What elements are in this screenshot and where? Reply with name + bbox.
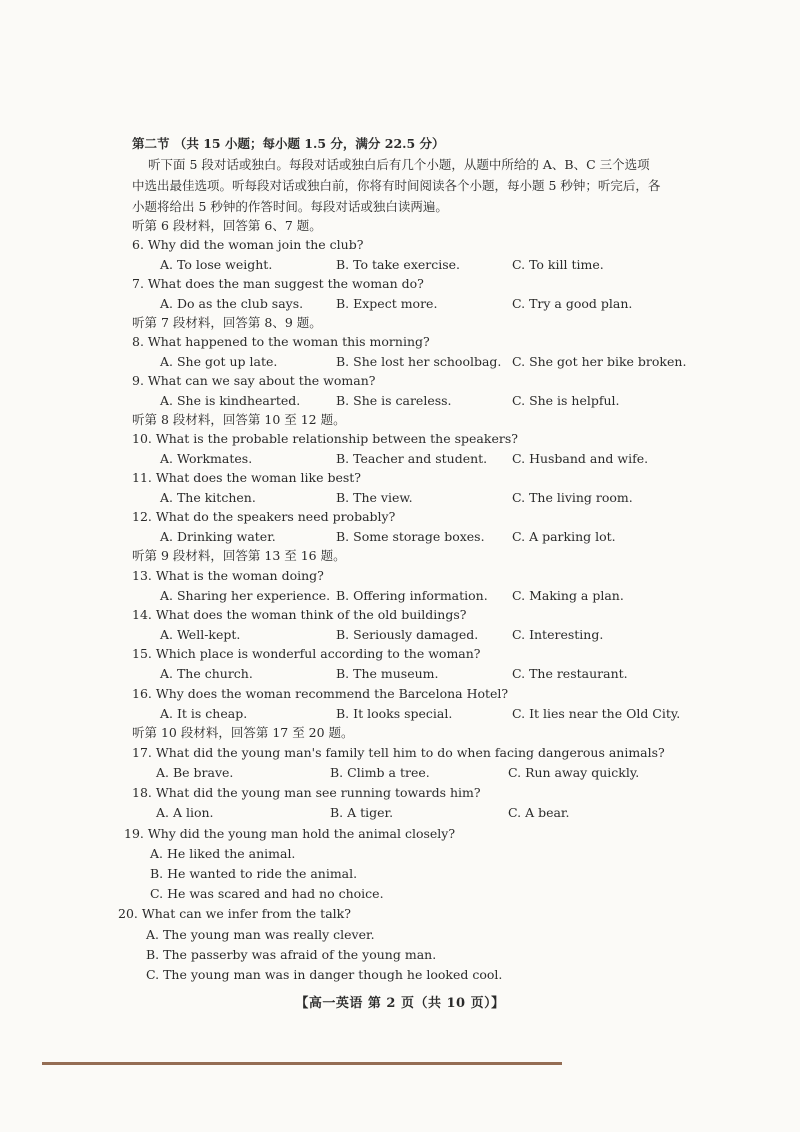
question-19: 19. Why did the young man hold the animal closely?	[124, 826, 456, 841]
question-10-option-c: C. Husband and wife.	[512, 451, 649, 466]
question-20: 20. What can we infer from the talk?	[118, 906, 351, 921]
question-8: 8. What happened to the woman this morning?	[132, 334, 430, 349]
question-6-option-c: C. To kill time.	[512, 257, 604, 272]
question-9-option-b: B. She is careless.	[336, 393, 452, 408]
question-12-option-c: C. A parking lot.	[512, 529, 616, 544]
question-18-option-b: B. A tiger.	[330, 805, 394, 820]
question-10-option-b: B. Teacher and student.	[336, 451, 488, 466]
question-10: 10. What is the probable relationship between the speakers?	[132, 431, 518, 446]
question-16-option-a: A. It is cheap.	[160, 706, 248, 721]
group-heading: 听第 10 段材料，回答第 17 至 20 题。	[132, 725, 354, 740]
question-6: 6. Why did the woman join the club?	[132, 237, 364, 252]
question-8-option-c: C. She got her bike broken.	[512, 354, 687, 369]
question-18-option-a: A. A lion.	[156, 805, 214, 820]
question-14-option-c: C. Interesting.	[512, 627, 604, 642]
question-11-option-c: C. The living room.	[512, 490, 633, 505]
question-12-option-a: A. Drinking water.	[160, 529, 276, 544]
group-heading: 听第 7 段材料，回答第 8、9 题。	[132, 315, 322, 330]
question-11-option-b: B. The view.	[336, 490, 413, 505]
section-instructions-line-1: 听下面 5 段对话或独白。每段对话或独白后有几个小题，从题中所给的 A、B、C 三个选项	[148, 157, 650, 172]
question-19-option-b: B. He wanted to ride the animal.	[150, 866, 358, 881]
question-16-option-b: B. It looks special.	[336, 706, 453, 721]
question-14: 14. What does the woman think of the old buildings?	[132, 607, 467, 622]
question-19-option-c: C. He was scared and had no choice.	[150, 886, 384, 901]
question-6-option-b: B. To take exercise.	[336, 257, 461, 272]
page-footer: 【高一英语 第 2 页（共 10 页）】	[295, 996, 505, 1011]
question-7-option-a: A. Do as the club says.	[160, 296, 304, 311]
question-16: 16. Why does the woman recommend the Barcelona Hotel?	[132, 686, 509, 701]
question-18: 18. What did the young man see running towards him?	[132, 785, 481, 800]
question-17-option-a: A. Be brave.	[156, 765, 234, 780]
group-heading: 听第 9 段材料，回答第 13 至 16 题。	[132, 548, 346, 563]
question-12: 12. What do the speakers need probably?	[132, 509, 396, 524]
question-17-option-b: B. Climb a tree.	[330, 765, 430, 780]
question-12-option-b: B. Some storage boxes.	[336, 529, 485, 544]
question-9: 9. What can we say about the woman?	[132, 373, 376, 388]
question-16-option-c: C. It lies near the Old City.	[512, 706, 681, 721]
question-9-option-c: C. She is helpful.	[512, 393, 620, 408]
question-6-option-a: A. To lose weight.	[160, 257, 273, 272]
question-7: 7. What does the man suggest the woman do?	[132, 276, 424, 291]
question-9-option-a: A. She is kindhearted.	[160, 393, 301, 408]
question-13: 13. What is the woman doing?	[132, 568, 324, 583]
question-15-option-b: B. The museum.	[336, 666, 439, 681]
question-13-option-c: C. Making a plan.	[512, 588, 624, 603]
question-20-option-c: C. The young man was in danger though he looked cool.	[146, 967, 503, 982]
question-8-option-a: A. She got up late.	[160, 354, 278, 369]
question-15-option-a: A. The church.	[160, 666, 253, 681]
question-20-option-a: A. The young man was really clever.	[146, 927, 375, 942]
group-heading: 听第 6 段材料，回答第 6、7 题。	[132, 218, 322, 233]
question-19-option-a: A. He liked the animal.	[150, 846, 296, 861]
question-11: 11. What does the woman like best?	[132, 470, 361, 485]
question-13-option-a: A. Sharing her experience.	[160, 588, 331, 603]
question-8-option-b: B. She lost her schoolbag.	[336, 354, 502, 369]
section-instructions-line-2: 中选出最佳选项。听每段对话或独白前，你将有时间阅读各个小题，每小题 5 秒钟；听完后，各	[132, 178, 661, 193]
question-11-option-a: A. The kitchen.	[160, 490, 256, 505]
question-7-option-c: C. Try a good plan.	[512, 296, 633, 311]
question-17-option-c: C. Run away quickly.	[508, 765, 640, 780]
question-15: 15. Which place is wonderful according to the woman?	[132, 646, 481, 661]
question-17: 17. What did the young man's family tell him to do when facing dangerous animals?	[132, 745, 665, 760]
bottom-edge-line	[42, 1062, 562, 1065]
question-20-option-b: B. The passerby was afraid of the young man.	[146, 947, 437, 962]
section-heading: 第二节 （共 15 小题；每小题 1.5 分，满分 22.5 分）	[132, 136, 445, 151]
section-instructions-line-3: 小题将给出 5 秒钟的作答时间。每段对话或独白读两遍。	[132, 199, 448, 214]
question-15-option-c: C. The restaurant.	[512, 666, 628, 681]
question-18-option-c: C. A bear.	[508, 805, 570, 820]
question-13-option-b: B. Offering information.	[336, 588, 488, 603]
question-14-option-a: A. Well-kept.	[160, 627, 241, 642]
question-7-option-b: B. Expect more.	[336, 296, 438, 311]
question-14-option-b: B. Seriously damaged.	[336, 627, 479, 642]
group-heading: 听第 8 段材料，回答第 10 至 12 题。	[132, 412, 346, 427]
question-10-option-a: A. Workmates.	[160, 451, 253, 466]
